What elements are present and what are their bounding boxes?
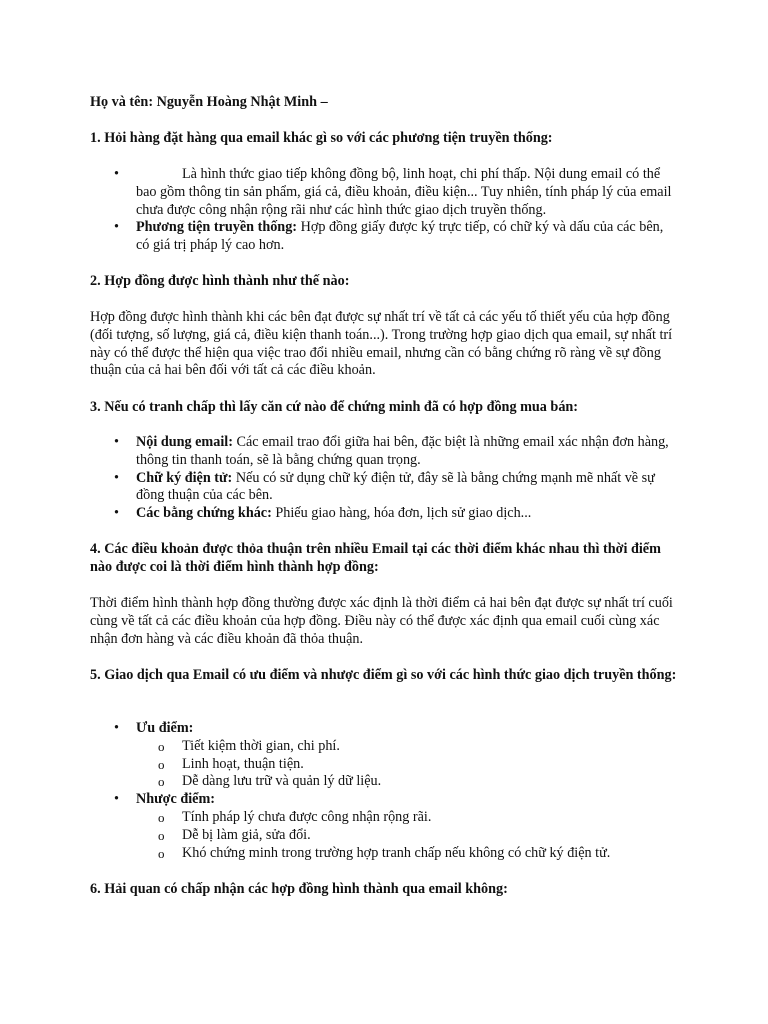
question-5-list bbox=[90, 720, 680, 862]
question-2-answer: Hợp đồng được hình thành khi các bên đạt được sự nhất trí về tất cả các yếu tố thiết yếu của hợp đồng (đối tượng, số lượng, giá cả, điều kiện thanh toán...). Trong trường hợp giao dịch qua email, sự nhất trí này có thể được thể hiện qua việc trao đổi nhiều email, nhưng cần có bằng chứng rõ ràng về sự đồng thuận của cả hai bên đối với tất cả các điều khoản. bbox=[90, 309, 673, 379]
disadvantages-list bbox=[136, 809, 680, 862]
list-item: • Nội dung email: Các email trao đổi giữa hai bên, đặc biệt là những email xác nhận đơn hàng, thông tin thanh toán, sẽ là bằng chứng quan trọng. bbox=[90, 434, 680, 470]
sub-list-item: o Dễ bị làm giả, sửa đổi. bbox=[136, 827, 680, 845]
sub-list-item: o Linh hoạt, thuận tiện. bbox=[136, 756, 680, 774]
question-4-title: 4. Các điều khoản được thỏa thuận trên nhiều Email tại các thời điểm khác nhau thì thời điểm nào được coi là thời điểm hình thành hợp đồng: bbox=[90, 541, 661, 575]
sub-list-item: o Tính pháp lý chưa được công nhận rộng rãi. bbox=[136, 809, 680, 827]
question-5-title: 5. Giao dịch qua Email có ưu điểm và nhược điểm gì so với các hình thức giao dịch truyền thống: bbox=[90, 667, 677, 683]
sub-list-item: o Dễ dàng lưu trữ và quản lý dữ liệu. bbox=[136, 773, 680, 791]
list-item-disadvantages: • Nhược điểm: o Tính pháp lý chưa được công nhận rộng rãi. o Dễ bị làm giả, sửa đổi. o Khó chứng minh trong trường hợp tranh chấp nếu không có chữ ký điện tử. bbox=[90, 791, 680, 862]
question-3-list bbox=[90, 434, 680, 523]
sub-list-item: o Khó chứng minh trong trường hợp tranh chấp nếu không có chữ ký điện tử. bbox=[136, 845, 680, 863]
list-item: • Các bằng chứng khác: Phiếu giao hàng, hóa đơn, lịch sử giao dịch... bbox=[90, 505, 680, 523]
question-3-title: 3. Nếu có tranh chấp thì lấy căn cứ nào để chứng minh đã có hợp đồng mua bán: bbox=[90, 399, 579, 415]
sub-list-item: o Tiết kiệm thời gian, chi phí. bbox=[136, 738, 680, 756]
question-1-list bbox=[90, 166, 680, 255]
advantages-list bbox=[136, 738, 680, 791]
question-6-title: 6. Hải quan có chấp nhận các hợp đồng hình thành qua email không: bbox=[90, 881, 508, 897]
student-name: Họ và tên: Nguyễn Hoàng Nhật Minh – bbox=[90, 94, 328, 110]
list-item: • Phương tiện truyền thống: Hợp đồng giấy được ký trực tiếp, có chữ ký và dấu của các bên, có giá trị pháp lý cao hơn. bbox=[90, 219, 680, 255]
question-4-answer: Thời điểm hình thành hợp đồng thường được xác định là thời điểm cả hai bên đạt được sự nhất trí cuối cùng về tất cả các điều khoản của hợp đồng. Điều này có thể được xác định qua email cuối cùng xác nhận đơn hàng và các điều khoản đã thỏa thuận. bbox=[90, 595, 673, 647]
list-item: • Chữ ký điện tử: Nếu có sử dụng chữ ký điện tử, đây sẽ là bằng chứng mạnh mẽ nhất về sự đồng thuận của các bên. bbox=[90, 470, 680, 506]
question-1-title: 1. Hỏi hàng đặt hàng qua email khác gì so với các phương tiện truyền thống: bbox=[90, 130, 553, 146]
list-item: • Là hình thức giao tiếp không đồng bộ, linh hoạt, chi phí thấp. Nội dung email có thể bao gồm thông tin sản phẩm, giá cả, điều khoản, điều kiện... Tuy nhiên, tính pháp lý của email chưa được công nhận rộng rãi như các hình thức giao dịch truyền thống. bbox=[90, 166, 680, 219]
question-2-title: 2. Hợp đồng được hình thành như thế nào: bbox=[90, 273, 350, 289]
list-item-advantages: • Ưu điểm: o Tiết kiệm thời gian, chi phí. o Linh hoạt, thuận tiện. o Dễ dàng lưu trữ và quản lý dữ liệu. bbox=[90, 720, 680, 791]
